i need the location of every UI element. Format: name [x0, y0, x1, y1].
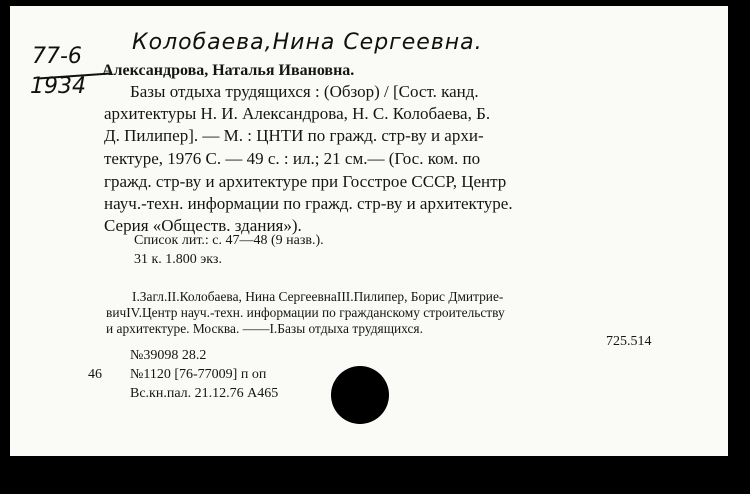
entry-line: гражд. стр-ву и архитектуре при Госстрое СССР, Центр	[104, 172, 507, 191]
handwritten-call-number-top: 77-6	[32, 44, 82, 69]
price-copies: 31 к. 1.800 экз.	[134, 252, 222, 267]
tracing-line: и архитектуре. Москва. ——I.Базы отдыха трудящихся.	[106, 321, 423, 336]
order-prefix: 46	[88, 367, 102, 382]
card-punch-hole	[331, 366, 389, 424]
book-chamber-line: Вс.кн.пал. 21.12.76 А465	[130, 386, 279, 401]
entry-line: Серия «Обществ. здания»).	[104, 216, 302, 235]
entry-line: науч.-техн. информации по гражд. стр-ву и архитектуре.	[104, 194, 513, 213]
entry-line: Д. Пилипер]. — М. : ЦНТИ по гражд. стр-ву и архи-	[104, 126, 484, 145]
entry-line: архитектуры Н. И. Александрова, Н. С. Колобаева, Б.	[104, 104, 491, 123]
entry-line: Базы отдыха трудящихся : (Обзор) / [Сост. канд.	[130, 82, 479, 101]
order-line: №1120 [76-77009] п оп	[130, 367, 267, 382]
tracing-line: вичIV.Центр науч.-техн. информации по гражданскому строительству	[106, 305, 505, 320]
bibliography-note: Список лит.: с. 47—48 (9 назв.).	[134, 233, 324, 248]
handwritten-author-name: Колобаева,Нина Сергеевна.	[132, 30, 483, 55]
classification-index: 725.514	[606, 334, 652, 349]
tracing-line: I.Загл.II.Колобаева, Нина СергеевнаIII.Пилипер, Борис Дмитрие-	[132, 289, 504, 304]
handwritten-call-number-bottom: 1934	[30, 74, 86, 99]
entry-line: тектуре, 1976 С. — 49 с. : ил.; 21 см.— (Гос. ком. по	[104, 149, 481, 168]
registry-number: №39098 28.2	[130, 348, 207, 363]
heading-author: Александрова, Наталья Ивановна.	[102, 62, 355, 79]
